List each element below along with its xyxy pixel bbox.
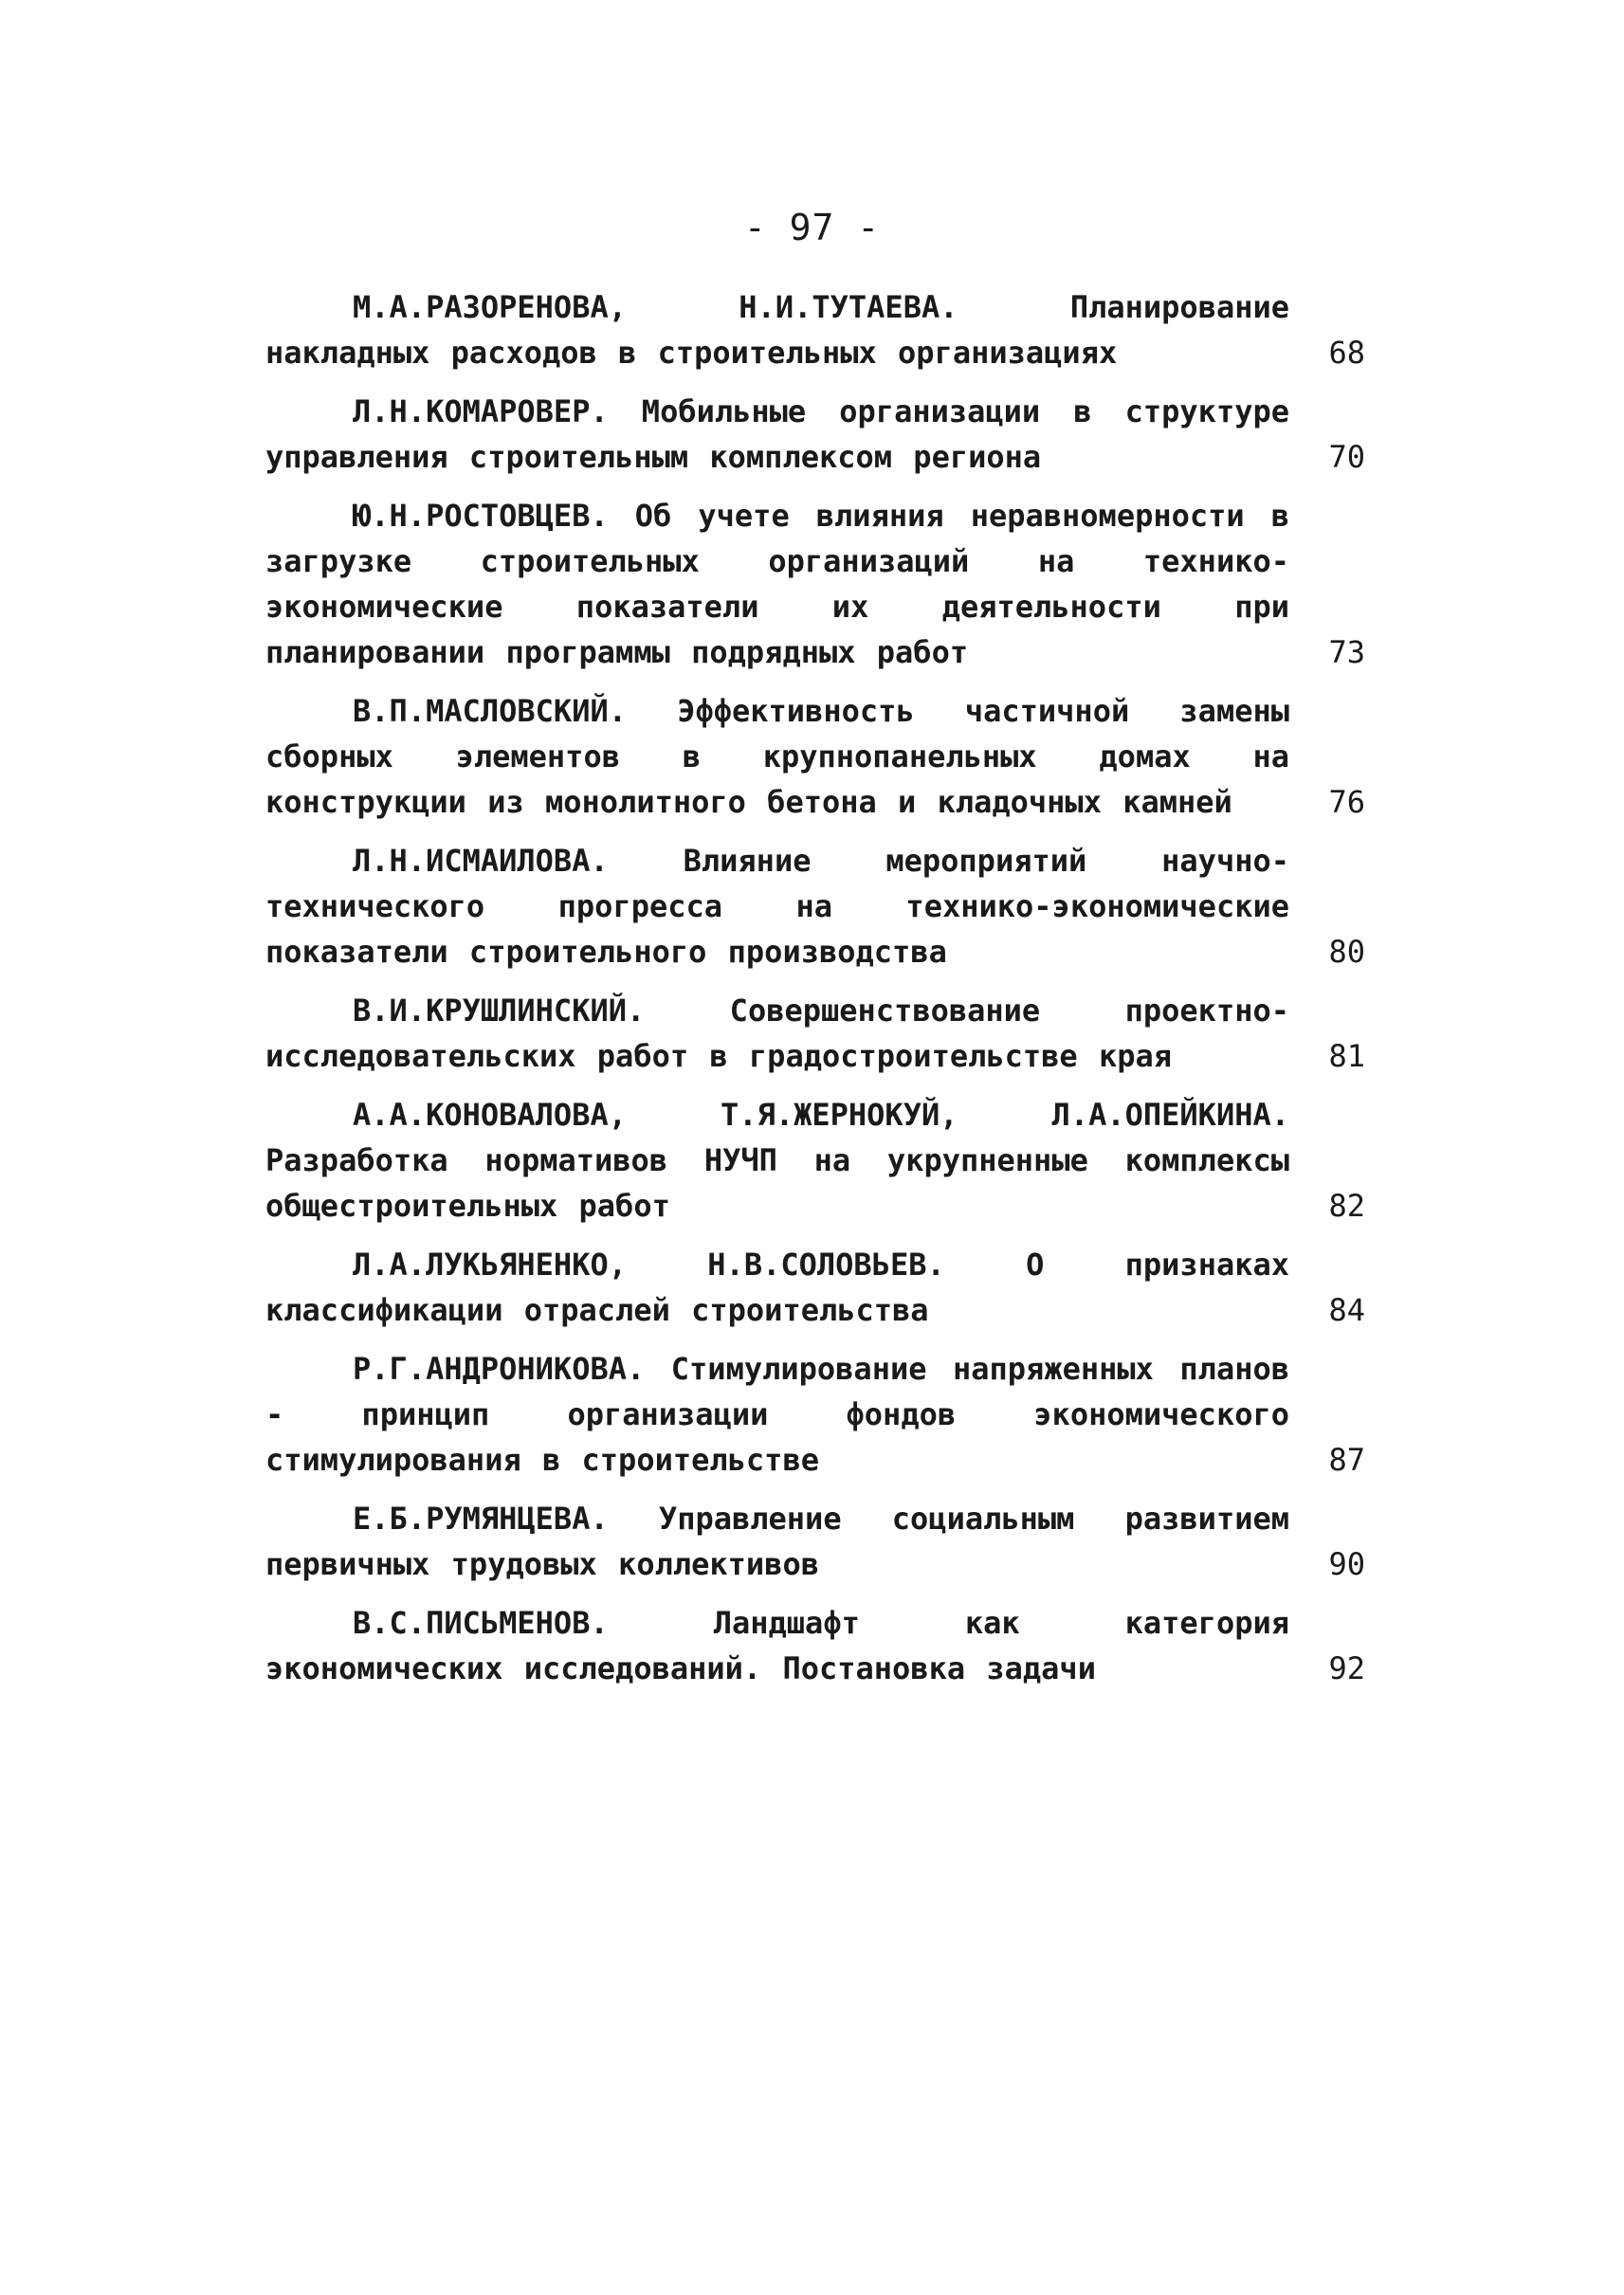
toc-entry-author: Р.Г.АНДРОНИКОВА.	[353, 1351, 646, 1387]
toc-entry	[265, 688, 1384, 825]
toc-entry-author: Л.Н.КОМАРОВЕР.	[353, 393, 609, 429]
toc-entry-page: 76	[1328, 784, 1365, 820]
toc-entry	[265, 1496, 1384, 1587]
toc-entry	[265, 493, 1384, 675]
toc-entry	[265, 1600, 1384, 1691]
toc-entry-title: Об учете влияния неравномерности в загрузке строительных организаций на технико-экономические показатели их деятельности при планировании программы подрядных работ	[265, 498, 1289, 670]
toc-entry-author: В.И.КРУШЛИНСКИЙ.	[353, 993, 646, 1029]
toc-entry-text	[265, 988, 1289, 1079]
toc-entry-title: Ландшафт как категория экономических исследований. Постановка задачи	[265, 1605, 1290, 1686]
toc-entry-text	[265, 1242, 1289, 1333]
toc-entry-text	[265, 688, 1289, 825]
toc-entry-page: 70	[1328, 439, 1365, 475]
toc-entry-title: Мобильные организации в структуре управления строительным комплексом региона	[265, 393, 1289, 475]
toc-entry-author: Ю.Н.РОСТОВЦЕВ.	[353, 498, 609, 534]
page-number: - 97 -	[743, 207, 881, 248]
toc-entry	[265, 1242, 1384, 1333]
toc-entry-text	[265, 1600, 1289, 1691]
toc-entry-page: 90	[1328, 1546, 1365, 1582]
toc-entry-author: В.П.МАСЛОВСКИЙ.	[353, 693, 627, 729]
toc-entry-title: О признаках классификации отраслей строительства	[265, 1247, 1290, 1328]
toc-entry-page: 92	[1328, 1650, 1365, 1686]
toc-entry	[265, 988, 1384, 1079]
toc-entry	[265, 389, 1384, 480]
toc-entry-author: М.А.РАЗОРЕНОВА, Н.И.ТУТАЕВА.	[353, 289, 958, 325]
table-of-contents	[265, 284, 1384, 1704]
toc-entry-text	[265, 284, 1289, 375]
toc-entry-title: Эффективность частичной замены сборных элементов в крупнопанельных домах на конструкции из монолитного бетона и кладочных камней	[265, 693, 1290, 820]
toc-entry-author: Л.А.ЛУКЬЯНЕНКО, Н.В.СОЛОВЬЕВ.	[353, 1247, 945, 1283]
toc-entry	[265, 838, 1384, 974]
toc-entry-author: Е.Б.РУМЯНЦЕВА.	[353, 1501, 609, 1537]
toc-entry-title: Планирование накладных расходов в строительных организациях	[265, 289, 1290, 371]
toc-entry-text	[265, 1346, 1289, 1483]
toc-entry-author: А.А.КОНОВАЛОВА, Т.Я.ЖЕРНОКУЙ, Л.А.ОПЕЙКИНА.	[353, 1097, 1289, 1133]
toc-entry-text	[265, 389, 1289, 480]
toc-entry-page: 81	[1328, 1038, 1365, 1074]
toc-entry-title: Стимулирование напряженных планов - принцип организации фондов экономического стимулирования в строительстве	[265, 1351, 1290, 1478]
toc-entry	[265, 1092, 1384, 1229]
toc-entry-author: Л.Н.ИСМАИЛОВА.	[353, 843, 609, 879]
toc-entry-title: Разработка нормативов НУЧП на укрупненные комплексы общестроительных работ	[265, 1142, 1289, 1224]
toc-entry-page: 84	[1328, 1292, 1365, 1328]
toc-entry-text	[265, 1092, 1289, 1229]
toc-entry-page: 80	[1328, 934, 1365, 970]
toc-entry	[265, 1346, 1384, 1483]
toc-entry-text	[265, 838, 1289, 974]
toc-entry-title: Совершенствование проектно-исследовательских работ в градостроительстве края	[265, 993, 1289, 1074]
toc-entry-text	[265, 493, 1289, 675]
toc-entry-text	[265, 1496, 1289, 1587]
toc-entry-page: 87	[1328, 1442, 1365, 1478]
toc-entry-author: В.С.ПИСЬМЕНОВ.	[353, 1605, 609, 1641]
toc-entry-page: 82	[1328, 1188, 1365, 1224]
toc-entry-page: 68	[1328, 335, 1365, 371]
toc-entry	[265, 284, 1384, 375]
toc-entry-title: Управление социальным развитием первичных трудовых коллективов	[265, 1501, 1290, 1582]
toc-entry-title: Влияние мероприятий научно-технического прогресса на технико-экономические показатели строительного производства	[265, 843, 1290, 970]
toc-entry-page: 73	[1328, 634, 1365, 670]
